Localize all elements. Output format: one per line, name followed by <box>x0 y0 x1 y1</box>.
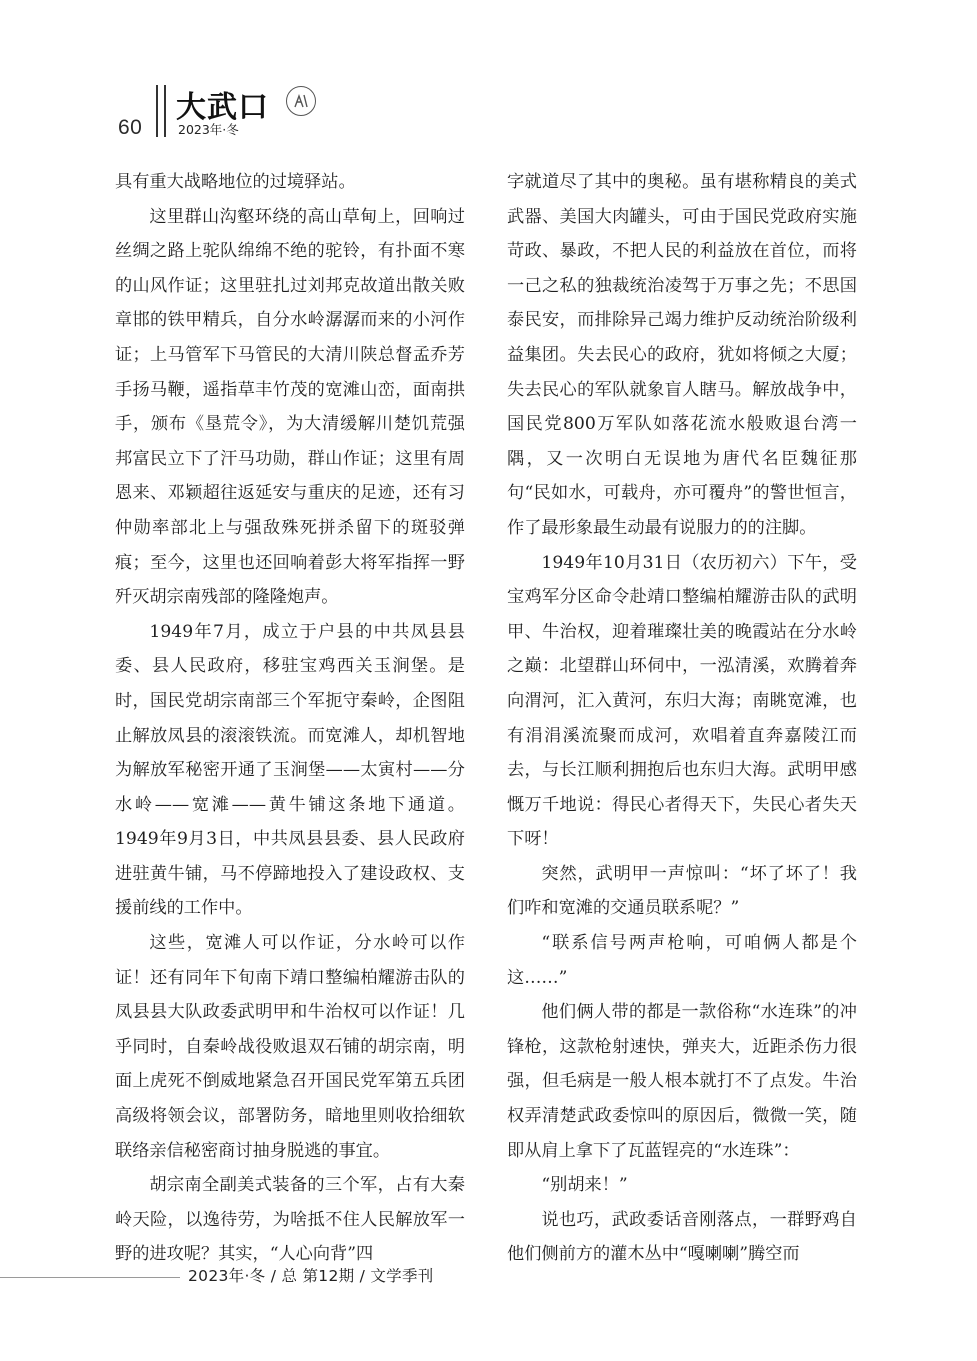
magazine-title: 大武口 <box>176 90 269 125</box>
paragraph: 1949年10月31日（农历初六）下午，受宝鸡军分区命令赴靖口整编柏耀游击队的武明甲、牛治权，迎着璀璨壮美的晚霞站在分水岭之巅：北望群山环伺中，一泓清溪，欢腾着奔向渭河，汇入黄河，东归大海；南眺宽滩，也有涓涓溪流聚而成河，欢唱着直奔嘉陵江而去，与长江顺利拥抱后也东归大海。武明甲感慨万千地说：得民心者得天下，失民心者失天下呀！ <box>507 552 857 850</box>
footer-rule <box>0 1277 180 1278</box>
paragraph: 胡宗南全副美式装备的三个军，占有大秦岭天险，以逸待劳，为啥抵不住人民解放军一野的进攻呢？其实，“人心向背”四 <box>115 1175 465 1265</box>
header-divider <box>164 85 166 137</box>
header-divider <box>156 85 158 137</box>
paragraph: 说也巧，武政委话音刚落点，一群野鸡自他们侧前方的灌木丛中“嘎喇喇”腾空而 <box>507 1209 857 1265</box>
paragraph: 具有重大战略地位的过境驿站。 <box>115 172 356 192</box>
page-number: 60 <box>118 116 143 139</box>
paragraph: “联系信号两声枪响，可咱俩人都是个这……” <box>507 933 857 988</box>
left-column <box>115 165 465 1272</box>
page-footer: 2023年·冬 / 总 第12期 / 文学季刊 <box>188 1267 434 1285</box>
issue-season: 2023年·冬 <box>178 122 239 137</box>
seal-logo <box>286 86 316 116</box>
paragraph: 这些，宽滩人可以作证，分水岭可以作证！还有同年下旬南下靖口整编柏耀游击队的凤县县大队政委武明甲和牛治权可以作证！几乎同时，自秦岭战役败退双石铺的胡宗南，明面上虎死不倒威地紧急召开国民党军第五兵团高级将领会议，部署防务，暗地里则收拾细软联络亲信秘密商讨抽身脱逃的事宜。 <box>115 933 465 1161</box>
page-header <box>118 82 378 142</box>
right-column <box>507 165 857 1272</box>
paragraph: 这里群山沟壑环绕的高山草甸上，回响过丝绸之路上驼队绵绵不绝的驼铃，有扑面不寒的山风作证；这里驻扎过刘邦克故道出散关败章邯的铁甲精兵，自分水岭潺潺而来的小河作证；上马管军下马管民的大清川陕总督孟乔芳手扬马鞭，遥指草丰竹茂的宽滩山峦，面南拱手，颁布《垦荒令》，为大清缓解川楚饥荒强邦富民立下了汗马功勋，群山作证；这里有周恩来、邓颖超往返延安与重庆的足迹，还有习仲勋率部北上与强敌殊死拼杀留下的斑驳弹痕；至今，这里也还回响着彭大将军指挥一野歼灭胡宗南残部的隆隆炮声。 <box>115 206 465 608</box>
paragraph: 他们俩人带的都是一款俗称“水连珠”的冲锋枪，这款枪射速快，弹夹大，近距杀伤力很强，但毛病是一般人根本就打不了点发。牛治权弄清楚武政委惊叫的原因后，微微一笑，随即从肩上拿下了瓦蓝锃亮的“水连珠”： <box>507 1002 857 1161</box>
paragraph: 字就道尽了其中的奥秘。虽有堪称精良的美式武器、美国大肉罐头，可由于国民党政府实施苛政、暴政，不把人民的利益放在首位，而将一己之私的独裁统治凌驾于万事之先；不思国泰民安，而排除异己竭力维护反动统治阶级利益集团。失去民心的政府，犹如将倾之大厦；失去民心的军队就象盲人瞎马。解放战争中，国民党800万军队如落花流水般败退台湾一隅，又一次明白无误地为唐代名臣魏征那句“民如水，可载舟，亦可覆舟”的警世恒言，作了最形象最生动最有说服力的的注脚。 <box>507 172 857 538</box>
paragraph: “别胡来！” <box>541 1175 628 1196</box>
paragraph: 突然，武明甲一声惊叫：“坏了坏了！我们咋和宽滩的交通员联系呢？” <box>507 863 857 919</box>
paragraph: 1949年7月，成立于户县的中共凤县县委、县人民政府，移驻宝鸡西关玉涧堡。是时，国民党胡宗南部三个军扼守秦岭，企图阻止解放凤县的滚滚铁流。而宽滩人，却机智地为解放军秘密开通了玉涧堡——太寅村——分水岭——宽滩——黄牛铺这条地下通道。1949年9月3日，中共凤县县委、县人民政府进驻黄牛铺，马不停蹄地投入了建设政权、支援前线的工作中。 <box>115 621 465 919</box>
